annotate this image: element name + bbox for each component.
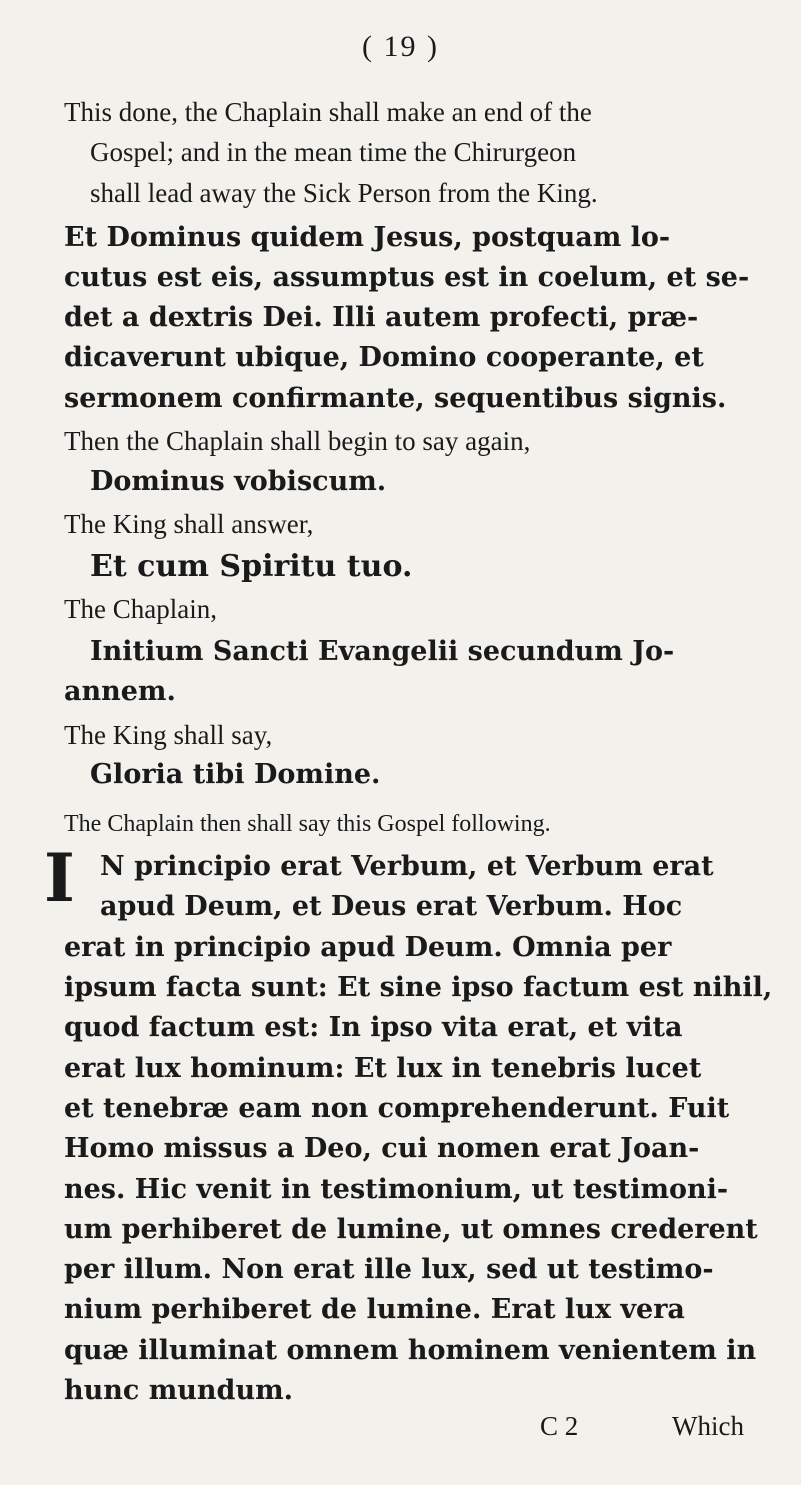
page-number: ( 19 ) xyxy=(362,30,439,63)
text-line: apud Deum, et Deus erat Verbum. Hoc xyxy=(100,891,683,923)
text-line: quod factum est: In ipso vita erat, et vita xyxy=(64,1012,683,1044)
drop-cap: I xyxy=(44,838,75,917)
text-line: cutus est eis, assumptus est in coelum, et se- xyxy=(64,261,750,293)
text-line: Et Dominus quidem Jesus, postquam lo- xyxy=(64,221,671,253)
text-line: quæ illuminat omnem hominem venientem in xyxy=(64,1334,757,1366)
signature-mark: C 2 xyxy=(540,1411,579,1442)
text-line: Homo missus a Deo, cui nomen erat Joan- xyxy=(64,1133,700,1165)
text-line: nes. Hic venit in testimonium, ut testimoni- xyxy=(64,1173,729,1205)
text-line: The Chaplain then shall say this Gospel following. xyxy=(64,811,551,838)
text-line: This done, the Chaplain shall make an end of the xyxy=(64,97,592,128)
catchword: Which xyxy=(672,1411,744,1442)
text-line: nium perhiberet de lumine. Erat lux vera xyxy=(64,1294,685,1326)
text-line: ipsum facta sunt: Et sine ipso factum est nihil, xyxy=(64,971,773,1003)
text-line: The Chaplain, xyxy=(64,594,217,625)
text-line: dicaverunt ubique, Domino cooperante, et xyxy=(64,342,704,374)
text-line: Dominus vobiscum. xyxy=(90,465,387,497)
text-line: per illum. Non erat ille lux, sed ut testimo- xyxy=(64,1254,714,1286)
text-line: det a dextris Dei. Illi autem profecti, præ- xyxy=(64,302,699,334)
text-line: et tenebræ eam non comprehenderunt. Fuit xyxy=(64,1092,730,1124)
text-line: The King shall answer, xyxy=(64,509,314,540)
text-line: hunc mundum. xyxy=(64,1375,294,1407)
text-line: Initium Sancti Evangelii secundum Jo- xyxy=(90,635,675,667)
text-line: erat in principio apud Deum. Omnia per xyxy=(64,931,672,963)
text-line: Gloria tibi Domine. xyxy=(90,759,381,791)
text-line: sermonem confirmante, sequentibus signis. xyxy=(64,382,727,414)
text-line: erat lux hominum: Et lux in tenebris lucet xyxy=(64,1052,702,1084)
text-line: Then the Chaplain shall begin to say again, xyxy=(64,426,531,457)
text-line: shall lead away the Sick Person from the King. xyxy=(90,177,598,208)
text-line: Gospel; and in the mean time the Chirurgeon xyxy=(90,137,577,168)
text-line: The King shall say, xyxy=(64,719,273,750)
text-line: N principio erat Verbum, et Verbum erat xyxy=(100,850,714,882)
text-line: annem. xyxy=(64,676,176,708)
text-line: Et cum Spiritu tuo. xyxy=(90,548,413,584)
text-line: um perhiberet de lumine, ut omnes crederent xyxy=(64,1213,758,1245)
